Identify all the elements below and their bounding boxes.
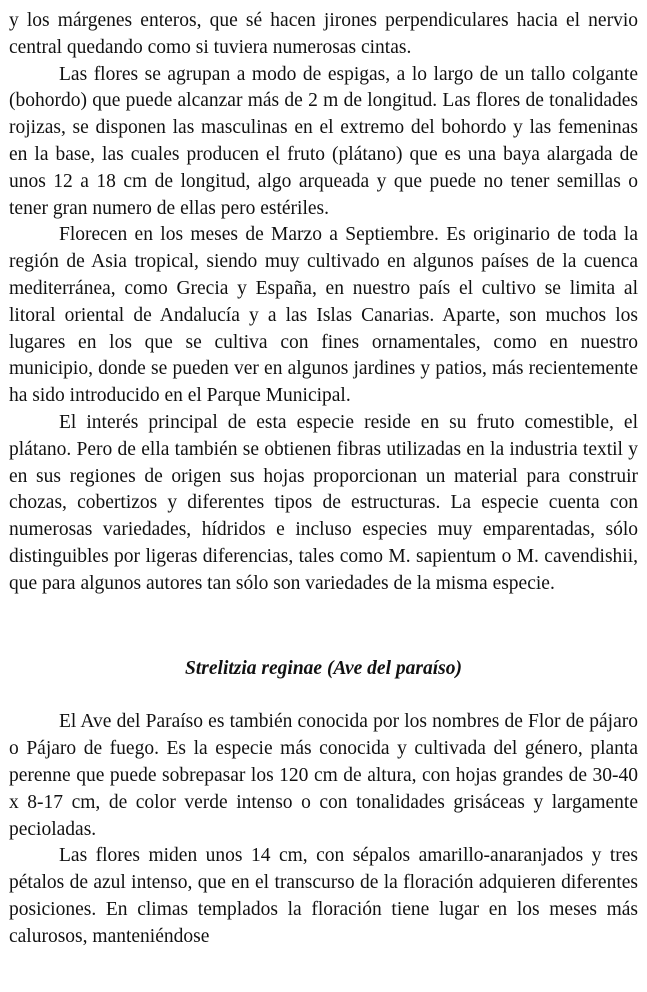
section-spacer — [9, 598, 638, 656]
document-page — [9, 8, 638, 951]
paragraph-interest: El interés principal de esta especie reside en su fruto comestible, el plátano. Pero de ella también se obtienen fibras utilizadas en la industria textil y en sus regiones de origen sus hojas proporcionan un material para construir chozas, cobertizos y diferentes tipos de estructuras. La especie cuenta con numerosas variedades, hídridos e incluso especies muy emparentadas, sólo distinguibles por ligeras diferencias, tales como M. sapientum o M. cavendishii, que para algunos autores tan sólo son variedades de la misma especie. — [9, 411, 638, 594]
paragraph-bird-of-paradise: El Ave del Paraíso es también conocida por los nombres de Flor de pájaro o Pájaro de fuego. Es la especie más conocida y cultivada del género, planta perenne que puede sobrepasar los 120 cm de altura, con hojas grandes de 30-40 x 8-17 cm, de color verde intenso o con tonalidades grisáceas y largamente pecioladas. — [9, 711, 638, 840]
paragraph-bird-flowers: Las flores miden unos 14 cm, con sépalos amarillo-anaranjados y tres pétalos de azul intenso, que en el transcurso de la floración adquieren diferentes posiciones. En climas templados la floración tiene lugar en los meses más calurosos, manteniéndose — [9, 845, 638, 947]
section-heading: Strelitzia reginae (Ave del paraíso) — [185, 657, 462, 679]
paragraph-flowering: Florecen en los meses de Marzo a Septiembre. Es originario de toda la región de Asia tropical, siendo muy cultivado en algunos países de la cuenca mediterránea, como Grecia y España, en nuestro país el cultivo se limita al litoral oriental de Andalucía y a las Islas Canarias. Aparte, son muchos los lugares en los que se cultiva con fines ornamentales, como en nuestro municipio, donde se pueden ver en algunos jardines y patios, más recientemente ha sido introducido en el Parque Municipal. — [9, 224, 638, 407]
paragraph-leaf-margins: y los márgenes enteros, que sé hacen jirones perpendiculares hacia el nervio central quedando como si tuviera numerosas cintas. — [9, 10, 638, 58]
paragraph-flowers: Las flores se agrupan a modo de espigas, a lo largo de un tallo colgante (bohordo) que puede alcanzar más de 2 m de longitud. Las flores de tonalidades rojizas, se disponen las masculinas en el extremo del bohordo y las femeninas en la base, las cuales producen el fruto (plátano) que es una baya alargada de unos 12 a 18 cm de longitud, algo arqueada y que puede no tener semillas o tener gran numero de ellas pero estériles. — [9, 63, 638, 219]
section-spacer — [9, 682, 638, 709]
